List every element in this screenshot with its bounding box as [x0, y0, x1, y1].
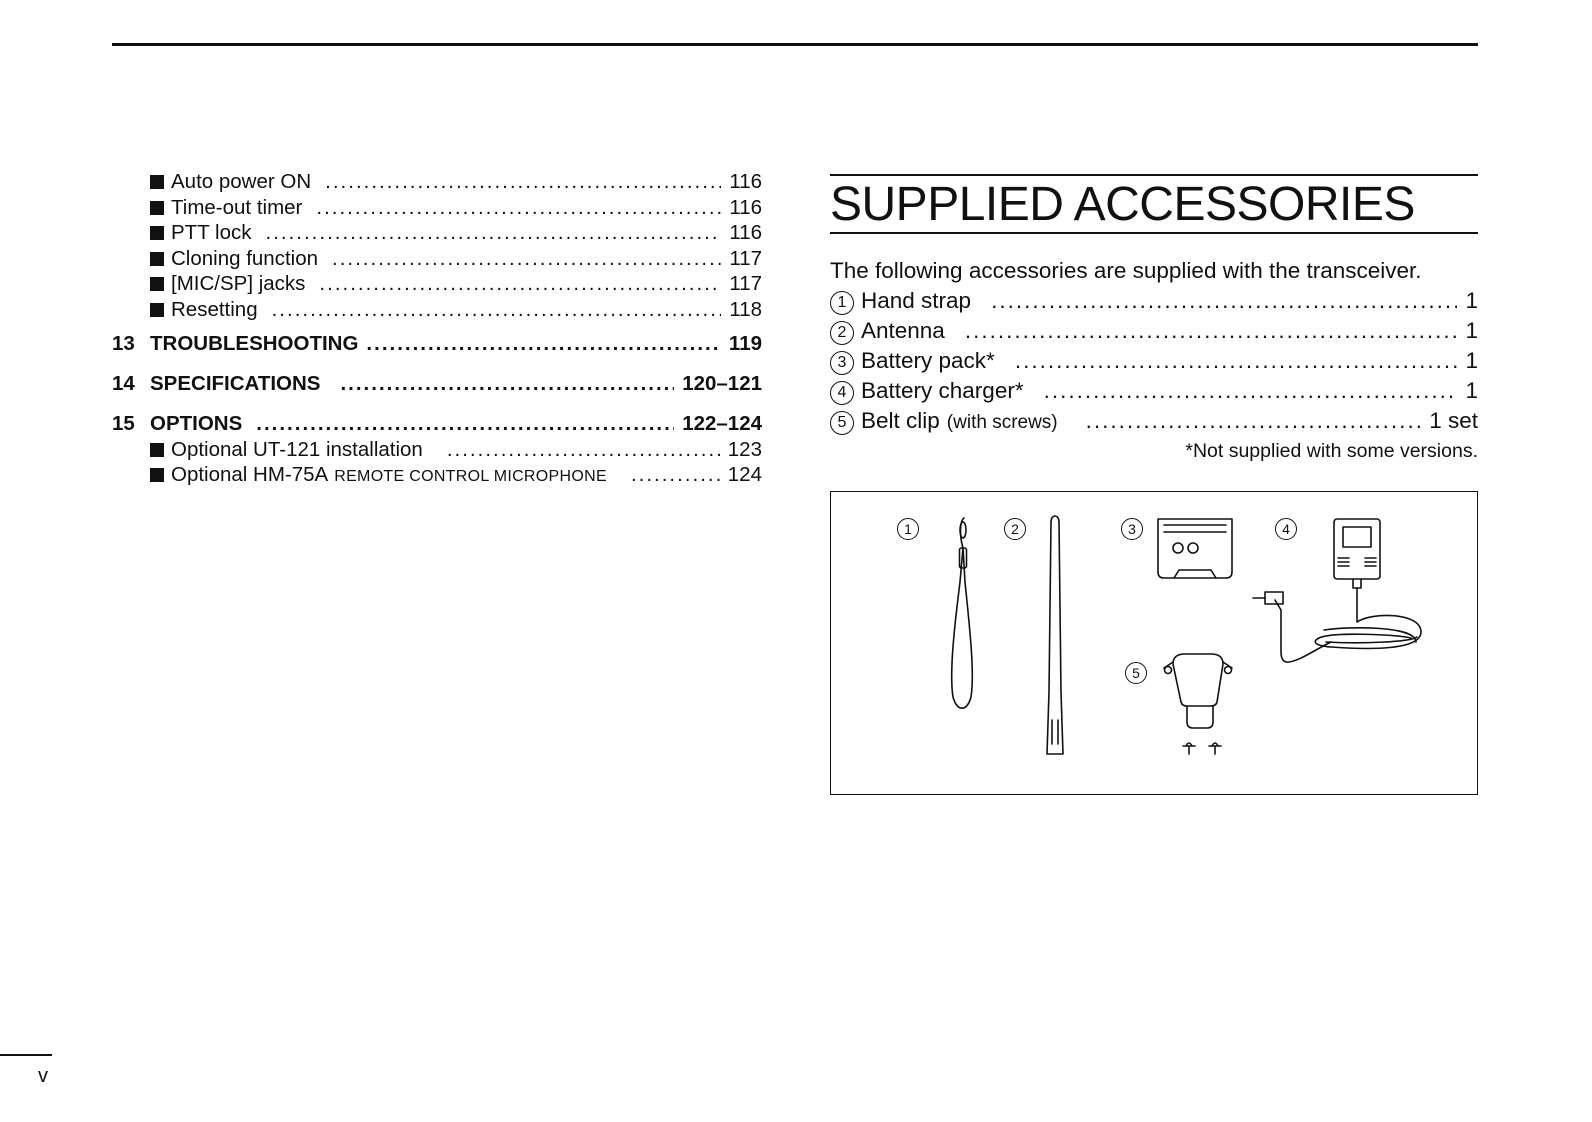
toc-section-label: OPTIONS	[150, 411, 243, 435]
toc-section-troubleshooting[interactable]	[112, 332, 762, 362]
toc-section-options[interactable]	[112, 412, 762, 438]
toc-entry[interactable]	[112, 196, 762, 222]
footer-rule	[0, 1054, 52, 1056]
table-of-contents	[112, 170, 762, 489]
title-rule-top	[830, 174, 1478, 176]
hand-strap-drawing	[952, 518, 973, 708]
toc-entry-page: 117	[729, 272, 762, 296]
accessory-extra: (with screws)	[946, 412, 1058, 433]
item-number-badge: 5	[830, 411, 854, 435]
toc-entry[interactable]	[112, 438, 762, 464]
toc-entry-label: Optional UT-121 installation	[171, 437, 423, 461]
leader-dots	[319, 272, 721, 296]
accessory-item	[830, 288, 1478, 318]
toc-entry-label-smallcaps: REMOTE CONTROL MICROPHONE	[334, 468, 607, 486]
toc-entry-page: 116	[729, 221, 762, 245]
toc-entry-label: [MIC/SP] jacks	[171, 272, 306, 296]
toc-section-specifications[interactable]	[112, 372, 762, 402]
square-bullet-icon	[150, 468, 164, 482]
header-rule	[112, 43, 1478, 46]
square-bullet-icon	[150, 175, 164, 189]
toc-entry[interactable]	[112, 247, 762, 273]
toc-entry-page: 116	[729, 170, 762, 193]
title-rule-bottom	[830, 232, 1478, 234]
accessory-qty: 1	[1465, 288, 1478, 313]
leader-dots	[325, 170, 721, 194]
toc-section-page: 122–124	[682, 411, 762, 435]
toc-section-number: 15	[112, 411, 135, 435]
leader-dots	[266, 221, 722, 245]
section-title: SUPPLIED ACCESSORIES	[830, 178, 1415, 231]
toc-entry-label: Resetting	[171, 297, 258, 321]
square-bullet-icon	[150, 252, 164, 266]
square-bullet-icon	[150, 226, 164, 240]
accessory-qty: 1	[1465, 378, 1478, 403]
toc-section-number: 14	[112, 371, 135, 395]
accessory-qty: 1	[1465, 318, 1478, 343]
toc-section-page: 120–121	[682, 371, 762, 395]
square-bullet-icon	[150, 303, 164, 317]
leader-dots	[631, 463, 720, 487]
toc-section-label: TROUBLESHOOTING	[150, 331, 359, 355]
toc-entry-label: PTT lock	[171, 221, 252, 245]
leader-dots	[332, 247, 721, 271]
leader-dots	[447, 438, 720, 462]
accessory-item	[830, 318, 1478, 348]
square-bullet-icon	[150, 201, 164, 215]
accessory-item	[830, 378, 1478, 408]
antenna-drawing	[1047, 516, 1063, 754]
accessory-label: Belt clip	[861, 408, 940, 433]
accessories-drawing	[831, 492, 1477, 794]
accessory-item	[830, 348, 1478, 378]
toc-entry-page: 124	[727, 463, 762, 487]
toc-entry[interactable]	[112, 272, 762, 298]
accessory-label: Battery pack*	[861, 348, 995, 373]
leader-dots	[366, 332, 721, 356]
toc-entry-label: Cloning function	[171, 246, 319, 270]
leader-dots	[256, 412, 674, 436]
toc-entry-page: 118	[729, 297, 762, 321]
leader-dots	[316, 196, 721, 220]
leader-dots	[1086, 408, 1422, 434]
accessory-label: Battery charger*	[861, 378, 1024, 403]
leader-dots	[991, 288, 1457, 314]
toc-entry-page: 117	[729, 246, 762, 270]
leader-dots	[272, 298, 722, 322]
leader-dots	[340, 372, 674, 396]
item-number-badge: 2	[830, 321, 854, 345]
battery-pack-drawing	[1158, 519, 1232, 578]
figure-label-2: 2	[1004, 518, 1026, 540]
toc-entry[interactable]	[112, 463, 762, 489]
toc-section-page: 119	[728, 331, 762, 355]
figure-label-3: 3	[1121, 518, 1143, 540]
toc-entry-page: 123	[727, 437, 762, 461]
item-number-badge: 1	[830, 291, 854, 315]
figure-label-5: 5	[1125, 662, 1147, 684]
toc-entry[interactable]	[112, 221, 762, 247]
supplied-accessories-section	[830, 174, 1478, 463]
accessory-label: Antenna	[861, 318, 945, 343]
toc-entry-label: Optional HM-75A	[171, 463, 329, 487]
item-number-badge: 3	[830, 351, 854, 375]
toc-entry-page: 116	[729, 195, 762, 219]
battery-charger-drawing	[1253, 519, 1421, 662]
square-bullet-icon	[150, 277, 164, 291]
leader-dots	[1044, 378, 1458, 404]
toc-section-number: 13	[112, 331, 135, 355]
accessories-illustration	[830, 491, 1478, 795]
square-bullet-icon	[150, 443, 164, 457]
accessory-qty: 1	[1465, 348, 1478, 373]
item-number-badge: 4	[830, 381, 854, 405]
toc-entry[interactable]	[112, 298, 762, 324]
toc-section-label: SPECIFICATIONS	[150, 371, 321, 395]
leader-dots	[1015, 348, 1458, 374]
intro-text: The following accessories are supplied with the transceiver.	[830, 258, 1422, 283]
leader-dots	[965, 318, 1458, 344]
figure-label-4: 4	[1275, 518, 1297, 540]
accessory-qty: 1 set	[1429, 408, 1478, 433]
footnote: *Not supplied with some versions.	[1185, 440, 1478, 462]
belt-clip-drawing	[1164, 654, 1232, 754]
toc-entry-label: Time-out timer	[171, 195, 303, 219]
page-number: v	[38, 1065, 48, 1087]
accessory-item	[830, 408, 1478, 438]
toc-entry[interactable]	[112, 170, 762, 196]
accessory-label: Hand strap	[861, 288, 972, 313]
toc-entry-label: Auto power ON	[171, 170, 312, 193]
figure-label-1: 1	[897, 518, 919, 540]
